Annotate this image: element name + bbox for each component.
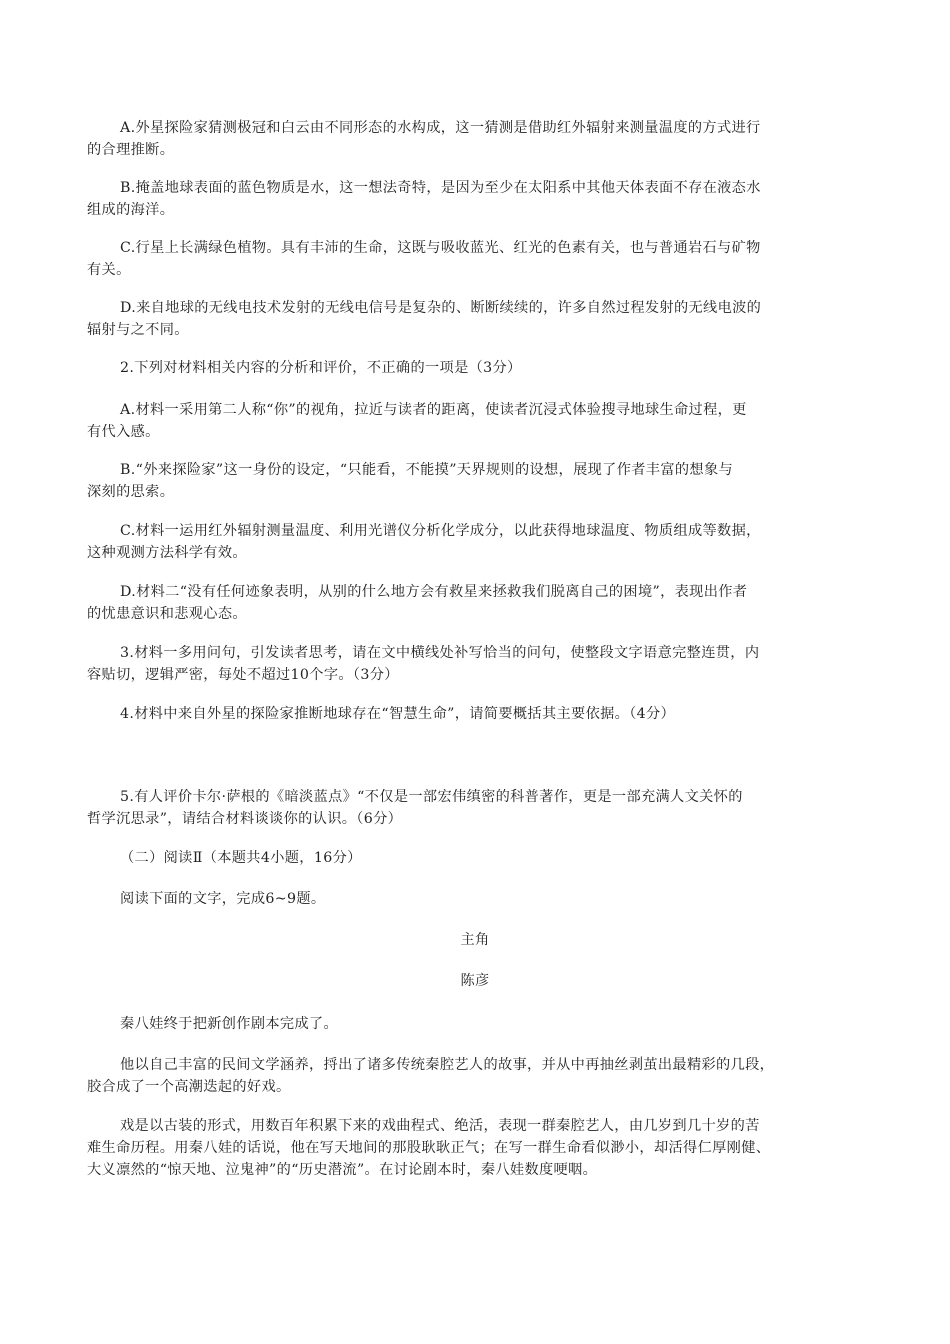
story-paragraph-3-line-1: 戏是以古装的形式，用数百年积累下来的戏曲程式、绝活，表现一群秦腔艺人，由几岁到几十岁的苦 bbox=[120, 1118, 760, 1134]
story-author: 陈彦 bbox=[460, 973, 490, 989]
story-paragraph-2 bbox=[87, 1054, 867, 1098]
section-heading-text: （二）阅读Ⅱ（本题共4小题，16分） bbox=[120, 850, 362, 866]
q2-option-b-line-1: B.“外来探险家”这一身份的设定，“只能看，不能摸”天界规则的设想，展现了作者丰富的想象与 bbox=[120, 462, 734, 478]
q2-option-d bbox=[87, 581, 867, 625]
q1-option-d bbox=[87, 297, 867, 341]
q1-option-b bbox=[87, 177, 867, 221]
q2-option-d-line-2: 的忧患意识和悲观心态。 bbox=[87, 606, 247, 622]
q1-option-c bbox=[87, 237, 867, 281]
q5-line-2: 哲学沉思录”，请结合材料谈谈你的认识。（6分） bbox=[87, 811, 403, 827]
q1-option-a-line-1: A.外星探险家猜测极冠和白云由不同形态的水构成，这一猜测是借助红外辐射来测量温度的方式进行 bbox=[120, 120, 761, 136]
q5-line-1: 5.有人评价卡尔·萨根的《暗淡蓝点》“不仅是一部宏伟缜密的科普著作，更是一部充满人文关怀的 bbox=[120, 789, 743, 805]
q1-option-a-line-2: 的合理推断。 bbox=[87, 142, 175, 158]
story-paragraph-3 bbox=[87, 1115, 867, 1181]
q4 bbox=[87, 703, 867, 725]
story-title: 主角 bbox=[460, 932, 490, 948]
q4-text: 4.材料中来自外星的探险家推断地球存在“智慧生命”，请简要概括其主要依据。（4分） bbox=[120, 706, 676, 722]
q2-option-b bbox=[87, 459, 867, 503]
q2-option-a bbox=[87, 399, 867, 443]
q2-option-c-line-2: 这种观测方法科学有效。 bbox=[87, 545, 247, 561]
story-paragraph-3-line-3: 大义凛然的“惊天地、泣鬼神”的“历史潜流”。在讨论剧本时，秦八娃数度哽咽。 bbox=[87, 1162, 598, 1178]
q3-line-2: 容贴切，逻辑严密，每处不超过10个字。（3分） bbox=[87, 667, 399, 683]
q2-stem-text: 2.下列对材料相关内容的分析和评价，不正确的一项是（3分） bbox=[120, 360, 522, 376]
story-paragraph-2-line-2: 胶合成了一个高潮迭起的好戏。 bbox=[87, 1079, 291, 1095]
instruction bbox=[87, 888, 867, 910]
story-paragraph-1-text: 秦八娃终于把新创作剧本完成了。 bbox=[120, 1016, 339, 1032]
q2-option-c bbox=[87, 520, 867, 564]
story-paragraph-2-line-1: 他以自己丰富的民间文学涵养，捋出了诸多传统秦腔艺人的故事，并从中再抽丝剥茧出最精彩的几段， bbox=[120, 1057, 775, 1073]
q1-option-a bbox=[87, 117, 867, 161]
q2-option-d-line-1: D.材料二“没有任何迹象表明，从别的什么地方会有救星来拯救我们脱离自己的困境”，表现出作者 bbox=[120, 584, 748, 600]
story-paragraph-1 bbox=[87, 1013, 867, 1035]
story-paragraph-3-line-2: 难生命历程。用秦八娃的话说，他在写天地间的那股耿耿正气；在写一群生命看似渺小，却活得仁厚刚健、 bbox=[87, 1140, 771, 1156]
q2-stem bbox=[87, 357, 867, 379]
q1-option-d-line-2: 辐射与之不同。 bbox=[87, 322, 189, 338]
q1-option-b-line-2: 组成的海洋。 bbox=[87, 202, 175, 218]
q2-option-a-line-1: A.材料一采用第二人称“你”的视角，拉近与读者的距离，使读者沉浸式体验搜寻地球生命过程，更 bbox=[120, 402, 747, 418]
q2-option-a-line-2: 有代入感。 bbox=[87, 424, 160, 440]
q1-option-c-line-2: 有关。 bbox=[87, 262, 131, 278]
q2-option-c-line-1: C.材料一运用红外辐射测量温度、利用光谱仪分析化学成分，以此获得地球温度、物质组成等数据， bbox=[120, 523, 761, 539]
q1-option-d-line-1: D.来自地球的无线电技术发射的无线电信号是复杂的、断断续续的，许多自然过程发射的无线电波的 bbox=[120, 300, 762, 316]
q3-line-1: 3.材料一多用问句，引发读者思考，请在文中横线处补写恰当的问句，使整段文字语意完整连贯，内 bbox=[120, 645, 760, 661]
section-heading bbox=[87, 847, 867, 869]
q1-option-b-line-1: B.掩盖地球表面的蓝色物质是水，这一想法奇特，是因为至少在太阳系中其他天体表面不存在液态水 bbox=[120, 180, 761, 196]
q1-option-c-line-1: C.行星上长满绿色植物。具有丰沛的生命，这既与吸收蓝光、红光的色素有关，也与普通岩石与矿物 bbox=[120, 240, 761, 256]
q5 bbox=[87, 786, 867, 830]
instruction-text: 阅读下面的文字，完成6~9题。 bbox=[120, 891, 326, 907]
q3 bbox=[87, 642, 867, 686]
q2-option-b-line-2: 深刻的思索。 bbox=[87, 484, 175, 500]
